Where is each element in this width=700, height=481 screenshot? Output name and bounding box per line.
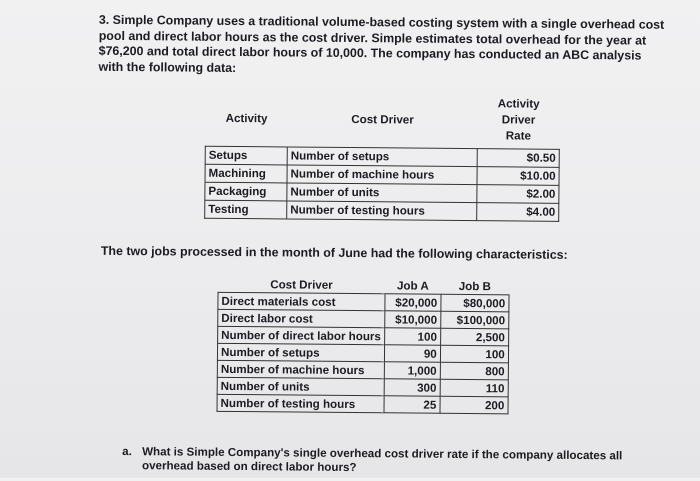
activity-cell: Machining bbox=[205, 164, 287, 183]
activity-cell: Setups bbox=[205, 146, 287, 165]
job-b-cell: 2,500 bbox=[440, 328, 508, 346]
driver-cell: Number of machine hours bbox=[287, 165, 477, 185]
job-a-cell: 100 bbox=[384, 328, 440, 345]
driver-cell: Direct labor cost bbox=[218, 309, 385, 327]
table-row bbox=[205, 200, 559, 221]
activity-cell: Packaging bbox=[205, 182, 287, 201]
job-b-cell: $80,000 bbox=[441, 294, 509, 312]
table-header-row bbox=[205, 90, 559, 150]
job-a-cell: 25 bbox=[384, 396, 440, 413]
header-driver-rate: Activity Driver Rate bbox=[497, 97, 540, 143]
header-activity: Activity bbox=[225, 111, 268, 125]
driver-cell: Direct materials cost bbox=[218, 292, 385, 310]
problem-line: 3. Simple Company uses a traditional volume-based costing system with a single overhead cost bbox=[98, 12, 665, 32]
table-row bbox=[217, 394, 508, 414]
driver-cell: Number of setups bbox=[217, 343, 384, 361]
transition-text: The two jobs processed in the month of June had the following characteristics: bbox=[100, 243, 568, 262]
question-line: overhead based on direct labor hours? bbox=[141, 459, 357, 475]
driver-cell: Number of testing hours bbox=[287, 201, 477, 221]
header-job-a: Job A bbox=[396, 278, 429, 293]
job-b-cell: 800 bbox=[440, 362, 508, 380]
job-characteristics-table bbox=[216, 276, 509, 415]
header-cost-driver: Cost Driver bbox=[270, 277, 333, 292]
question-a bbox=[122, 445, 642, 475]
job-b-cell: 110 bbox=[440, 379, 508, 397]
job-a-cell: 1,000 bbox=[384, 362, 440, 379]
job-b-cell: 200 bbox=[440, 396, 508, 414]
rate-cell: $4.00 bbox=[477, 203, 559, 222]
question-text bbox=[142, 445, 622, 477]
rate-cell: $2.00 bbox=[477, 185, 559, 204]
driver-cell: Number of machine hours bbox=[217, 360, 384, 378]
driver-cell: Number of units bbox=[287, 183, 477, 203]
activity-cell: Testing bbox=[205, 200, 287, 219]
driver-cell: Number of units bbox=[217, 377, 384, 395]
driver-cell: Number of setups bbox=[287, 147, 477, 167]
question-line: What is Simple Company's single overhead cost driver rate if the company allocates all bbox=[142, 445, 623, 463]
activity-rate-table bbox=[204, 90, 560, 222]
problem-line: with the following data: bbox=[98, 59, 237, 75]
rate-cell: $10.00 bbox=[477, 167, 559, 186]
header-cost-driver: Cost Driver bbox=[351, 112, 414, 127]
header-job-b: Job B bbox=[458, 279, 492, 293]
job-a-cell: 300 bbox=[384, 379, 440, 396]
job-a-cell: $10,000 bbox=[385, 311, 441, 328]
rate-cell: $0.50 bbox=[477, 149, 559, 168]
job-a-cell: $20,000 bbox=[385, 294, 441, 311]
driver-cell: Number of testing hours bbox=[217, 394, 384, 412]
problem-statement bbox=[98, 12, 665, 80]
problem-line: pool and direct labor hours as the cost driver. Simple estimates total overhead for the year at bbox=[98, 28, 647, 48]
job-b-cell: 100 bbox=[440, 345, 508, 363]
job-a-cell: 90 bbox=[384, 345, 440, 362]
question-label: a. bbox=[122, 445, 132, 459]
driver-cell: Number of direct labor hours bbox=[218, 326, 385, 344]
job-b-cell: $100,000 bbox=[440, 311, 508, 329]
problem-line: $76,200 and total direct labor hours of 10,000. The company has conducted an ABC analysis bbox=[98, 43, 642, 63]
